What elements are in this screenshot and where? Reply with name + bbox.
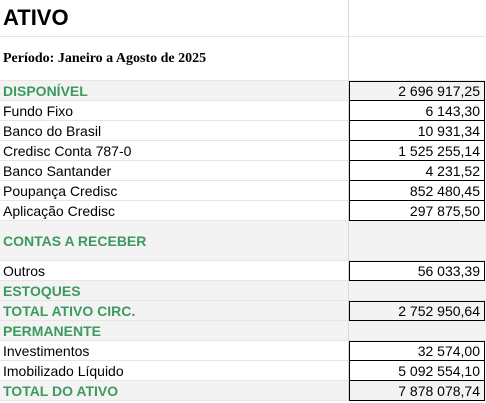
value-total-do-ativo: 7 878 078,74 <box>398 382 480 399</box>
cell-empty[interactable] <box>349 37 485 81</box>
period-row <box>0 37 486 81</box>
cell-label[interactable] <box>0 81 349 101</box>
cell-empty[interactable] <box>349 0 485 37</box>
cell-value[interactable] <box>349 101 485 121</box>
row-outros <box>0 261 486 281</box>
row-fundo-fixo <box>0 101 486 121</box>
title-row <box>0 0 486 37</box>
cell-value[interactable] <box>349 301 485 321</box>
value-outros: 56 033,39 <box>417 263 480 279</box>
row-total-do-ativo <box>0 381 486 401</box>
item-label-poupanca-credisc: Poupança Credisc <box>3 182 118 199</box>
cell-label[interactable] <box>0 101 349 121</box>
row-banco-santander <box>0 161 486 181</box>
cell-label[interactable] <box>0 121 349 141</box>
cell-value[interactable] <box>349 81 485 101</box>
value-investimentos: 32 574,00 <box>417 343 480 359</box>
section-label-contas-a-receber: CONTAS A RECEBER <box>3 232 147 249</box>
row-credisc-conta <box>0 141 486 161</box>
page-title: ATIVO <box>3 5 69 30</box>
total-label-ativo: TOTAL DO ATIVO <box>3 382 119 399</box>
section-label-permanente: PERMANENTE <box>3 322 102 339</box>
row-poupanca-credisc <box>0 181 486 201</box>
cell-value[interactable] <box>349 281 485 301</box>
item-label-outros: Outros <box>3 262 46 279</box>
value-total-ativo-circ: 2 752 950,64 <box>398 303 480 319</box>
row-disponivel <box>0 81 486 101</box>
item-label-imobilizado-liquido: Imobilizado Líquido <box>3 362 124 379</box>
item-label-fundo-fixo: Fundo Fixo <box>3 102 74 119</box>
cell-label[interactable] <box>0 341 349 361</box>
value-poupanca-credisc: 852 480,45 <box>409 182 480 199</box>
cell-value[interactable] <box>349 261 485 281</box>
section-label-disponivel: DISPONÍVEL <box>3 82 88 99</box>
value-imobilizado-liquido: 5 092 554,10 <box>398 362 480 379</box>
value-aplicacao-credisc: 297 875,50 <box>409 202 480 219</box>
row-estoques <box>0 281 486 301</box>
row-investimentos <box>0 341 486 361</box>
row-total-ativo-circ <box>0 301 486 321</box>
cell-value[interactable] <box>349 181 485 201</box>
row-banco-do-brasil <box>0 121 486 141</box>
cell-value[interactable] <box>349 341 485 361</box>
cell-label[interactable] <box>0 141 349 161</box>
period-label: Período: Janeiro a Agosto de 2025 <box>3 50 207 66</box>
cell-title[interactable] <box>0 0 349 37</box>
total-label-ativo-circ: TOTAL ATIVO CIRC. <box>3 302 136 319</box>
value-disponivel: 2 696 917,25 <box>398 83 480 99</box>
cell-value[interactable] <box>349 201 485 221</box>
cell-value[interactable] <box>349 321 485 341</box>
item-label-credisc-conta: Credisc Conta 787-0 <box>3 142 132 159</box>
row-imobilizado-liquido <box>0 361 486 381</box>
cell-label[interactable] <box>0 161 349 181</box>
cell-label[interactable] <box>0 201 349 221</box>
row-permanente <box>0 321 486 341</box>
row-contas-a-receber <box>0 221 486 261</box>
value-credisc-conta: 1 525 255,14 <box>398 142 480 159</box>
cell-period[interactable] <box>0 37 349 81</box>
cell-label[interactable] <box>0 221 349 261</box>
section-label-estoques: ESTOQUES <box>3 282 81 299</box>
item-label-banco-do-brasil: Banco do Brasil <box>3 122 102 139</box>
value-banco-santander: 4 231,52 <box>425 162 480 179</box>
cell-label[interactable] <box>0 381 349 401</box>
value-fundo-fixo: 6 143,30 <box>425 102 480 119</box>
cell-label[interactable] <box>0 321 349 341</box>
cell-label[interactable] <box>0 261 349 281</box>
item-label-investimentos: Investimentos <box>3 342 90 359</box>
item-label-banco-santander: Banco Santander <box>3 162 112 179</box>
cell-label[interactable] <box>0 181 349 201</box>
cell-value[interactable] <box>349 361 485 381</box>
cell-value[interactable] <box>349 141 485 161</box>
cell-label[interactable] <box>0 281 349 301</box>
cell-label[interactable] <box>0 361 349 381</box>
cell-value[interactable] <box>349 221 485 261</box>
value-banco-do-brasil: 10 931,34 <box>417 122 480 139</box>
cell-label[interactable] <box>0 301 349 321</box>
cell-value[interactable] <box>349 121 485 141</box>
item-label-aplicacao-credisc: Aplicação Credisc <box>3 202 116 219</box>
row-aplicacao-credisc <box>0 201 486 221</box>
cell-value[interactable] <box>349 161 485 181</box>
cell-value[interactable] <box>349 381 485 401</box>
